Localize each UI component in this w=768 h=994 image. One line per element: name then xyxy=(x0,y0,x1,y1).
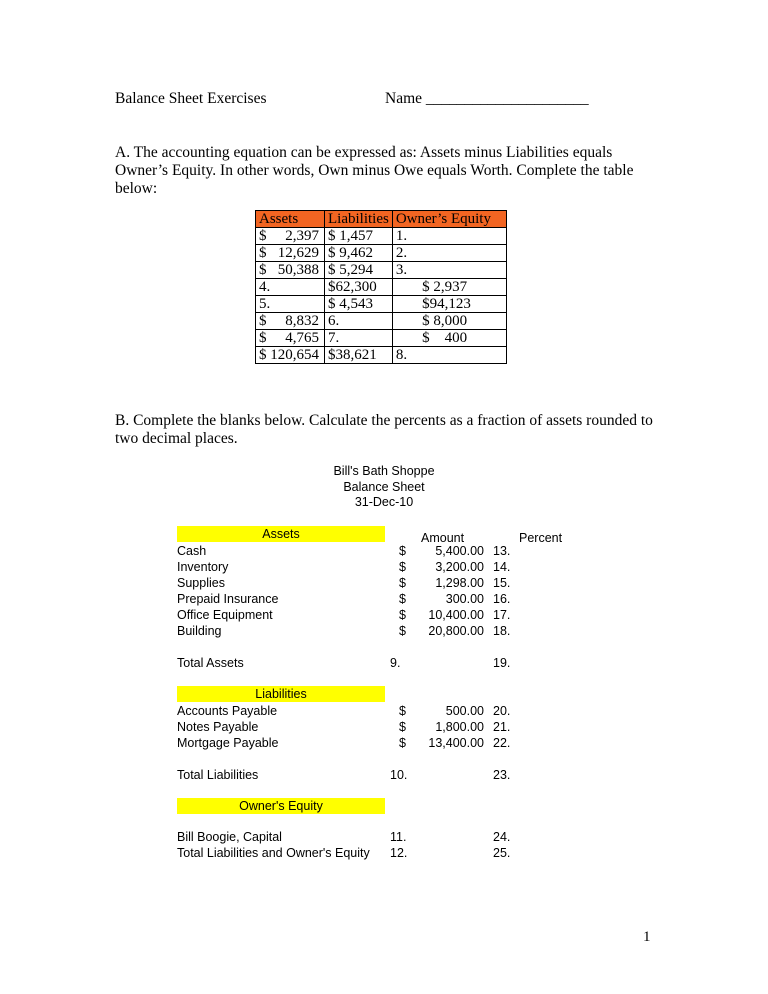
cell-liabilities: $ 1,457 xyxy=(325,228,393,245)
dollar-sign: $ xyxy=(399,576,406,590)
dollar-sign: $ xyxy=(399,704,406,718)
liability-label: Notes Payable xyxy=(177,720,259,734)
percent-blank[interactable]: 16. xyxy=(493,592,511,606)
assets-heading: Assets xyxy=(177,526,385,542)
total-assets-label: Total Assets xyxy=(177,656,244,670)
total-assets-blank[interactable]: 9. xyxy=(390,656,401,670)
capital-label: Bill Boogie, Capital xyxy=(177,830,282,844)
asset-amount: 5,400.00 xyxy=(435,544,484,558)
cell-owners-equity[interactable]: 2. xyxy=(392,245,506,262)
name-field[interactable]: Name _____________________ xyxy=(385,90,589,107)
total-liabilities-percent-blank[interactable]: 23. xyxy=(493,768,511,782)
table-row xyxy=(256,262,507,279)
liability-amount: 1,800.00 xyxy=(435,720,484,734)
capital-blank[interactable]: 11. xyxy=(390,830,407,844)
table-row xyxy=(256,228,507,245)
total-assets-percent-blank[interactable]: 19. xyxy=(493,656,511,670)
header-liabilities: Liabilities xyxy=(325,211,393,228)
dollar-sign: $ xyxy=(399,592,406,606)
cell-assets: $ 2,397 xyxy=(256,228,325,245)
percent-blank[interactable]: 20. xyxy=(493,704,511,718)
dollar-sign: $ xyxy=(399,608,406,622)
section-b-intro-line-2: two decimal places. xyxy=(115,430,238,447)
capital-percent-blank[interactable]: 24. xyxy=(493,830,511,844)
cell-assets: $ 50,388 xyxy=(256,262,325,279)
total-liabilities-blank[interactable]: 10. xyxy=(390,768,408,782)
cell-liabilities: $ 9,462 xyxy=(325,245,393,262)
sheet-name: Balance Sheet xyxy=(343,480,425,494)
liabilities-heading: Liabilities xyxy=(177,686,385,702)
header-assets: Assets xyxy=(256,211,325,228)
cell-owners-equity: $94,123 xyxy=(392,296,506,313)
asset-amount: 300.00 xyxy=(445,592,484,606)
section-a-intro-line-3: below: xyxy=(115,180,158,197)
cell-liabilities: $38,621 xyxy=(325,347,393,364)
percent-blank[interactable]: 21. xyxy=(493,720,511,734)
total-liabilities-equity-blank[interactable]: 12. xyxy=(390,846,408,860)
asset-label: Prepaid Insurance xyxy=(177,592,279,606)
liability-label: Accounts Payable xyxy=(177,704,278,718)
cell-liabilities: $ 5,294 xyxy=(325,262,393,279)
asset-amount: 3,200.00 xyxy=(435,560,484,574)
cell-owners-equity: $ 8,000 xyxy=(392,313,506,330)
company-name: Bill's Bath Shoppe xyxy=(333,464,435,478)
total-liabilities-equity-percent-blank[interactable]: 25. xyxy=(493,846,511,860)
amount-column-header: Amount xyxy=(421,531,465,545)
cell-assets: $ 120,654 xyxy=(256,347,325,364)
asset-amount: 10,400.00 xyxy=(428,608,484,622)
cell-owners-equity[interactable]: 3. xyxy=(392,262,506,279)
sheet-date: 31-Dec-10 xyxy=(354,495,414,509)
cell-owners-equity[interactable]: 8. xyxy=(392,347,506,364)
asset-amount: 1,298.00 xyxy=(435,576,484,590)
percent-blank[interactable]: 22. xyxy=(493,736,511,750)
owners-equity-heading: Owner's Equity xyxy=(177,798,385,814)
cell-assets: $ 4,765 xyxy=(256,330,325,347)
table-header-row xyxy=(256,211,507,228)
cell-liabilities[interactable]: 6. xyxy=(325,313,393,330)
table-row xyxy=(256,279,507,296)
percent-blank[interactable]: 14. xyxy=(493,560,511,574)
percent-blank[interactable]: 13. xyxy=(493,544,511,558)
cell-assets[interactable]: 5. xyxy=(256,296,325,313)
asset-label: Cash xyxy=(177,544,207,558)
asset-amount: 20,800.00 xyxy=(428,624,484,638)
table-row xyxy=(256,313,507,330)
cell-owners-equity: $ 400 xyxy=(392,330,506,347)
liability-label: Mortgage Payable xyxy=(177,736,279,750)
page-number: 1 xyxy=(643,929,651,945)
cell-liabilities[interactable]: 7. xyxy=(325,330,393,347)
table-row xyxy=(256,347,507,364)
dollar-sign: $ xyxy=(399,720,406,734)
total-liabilities-label: Total Liabilities xyxy=(177,768,259,782)
document-title: Balance Sheet Exercises xyxy=(115,90,267,107)
cell-liabilities: $62,300 xyxy=(325,279,393,296)
table-row xyxy=(256,245,507,262)
cell-assets: $ 12,629 xyxy=(256,245,325,262)
cell-owners-equity[interactable]: 1. xyxy=(392,228,506,245)
percent-blank[interactable]: 15. xyxy=(493,576,511,590)
accounting-equation-table xyxy=(255,210,507,364)
total-liabilities-equity-label: Total Liabilities and Owner's Equity xyxy=(177,846,370,860)
liability-amount: 13,400.00 xyxy=(428,736,484,750)
liability-amount: 500.00 xyxy=(445,704,484,718)
dollar-sign: $ xyxy=(399,560,406,574)
table-row xyxy=(256,330,507,347)
dollar-sign: $ xyxy=(399,736,406,750)
asset-label: Supplies xyxy=(177,576,225,590)
percent-column-header: Percent xyxy=(519,531,563,545)
asset-label: Building xyxy=(177,624,222,638)
cell-assets[interactable]: 4. xyxy=(256,279,325,296)
cell-assets: $ 8,832 xyxy=(256,313,325,330)
section-a-intro-line-1: A. The accounting equation can be expressed as: Assets minus Liabilities equals xyxy=(115,144,613,161)
section-b-intro-line-1: B. Complete the blanks below. Calculate the percents as a fraction of assets rounded to xyxy=(115,412,653,429)
percent-blank[interactable]: 18. xyxy=(493,624,511,638)
table-row xyxy=(256,296,507,313)
dollar-sign: $ xyxy=(399,544,406,558)
asset-label: Inventory xyxy=(177,560,229,574)
cell-liabilities: $ 4,543 xyxy=(325,296,393,313)
dollar-sign: $ xyxy=(399,624,406,638)
cell-owners-equity: $ 2,937 xyxy=(392,279,506,296)
percent-blank[interactable]: 17. xyxy=(493,608,511,622)
asset-label: Office Equipment xyxy=(177,608,273,622)
header-owners-equity: Owner’s Equity xyxy=(392,211,506,228)
section-a-intro-line-2: Owner’s Equity. In other words, Own minus Owe equals Worth. Complete the table xyxy=(115,162,634,179)
